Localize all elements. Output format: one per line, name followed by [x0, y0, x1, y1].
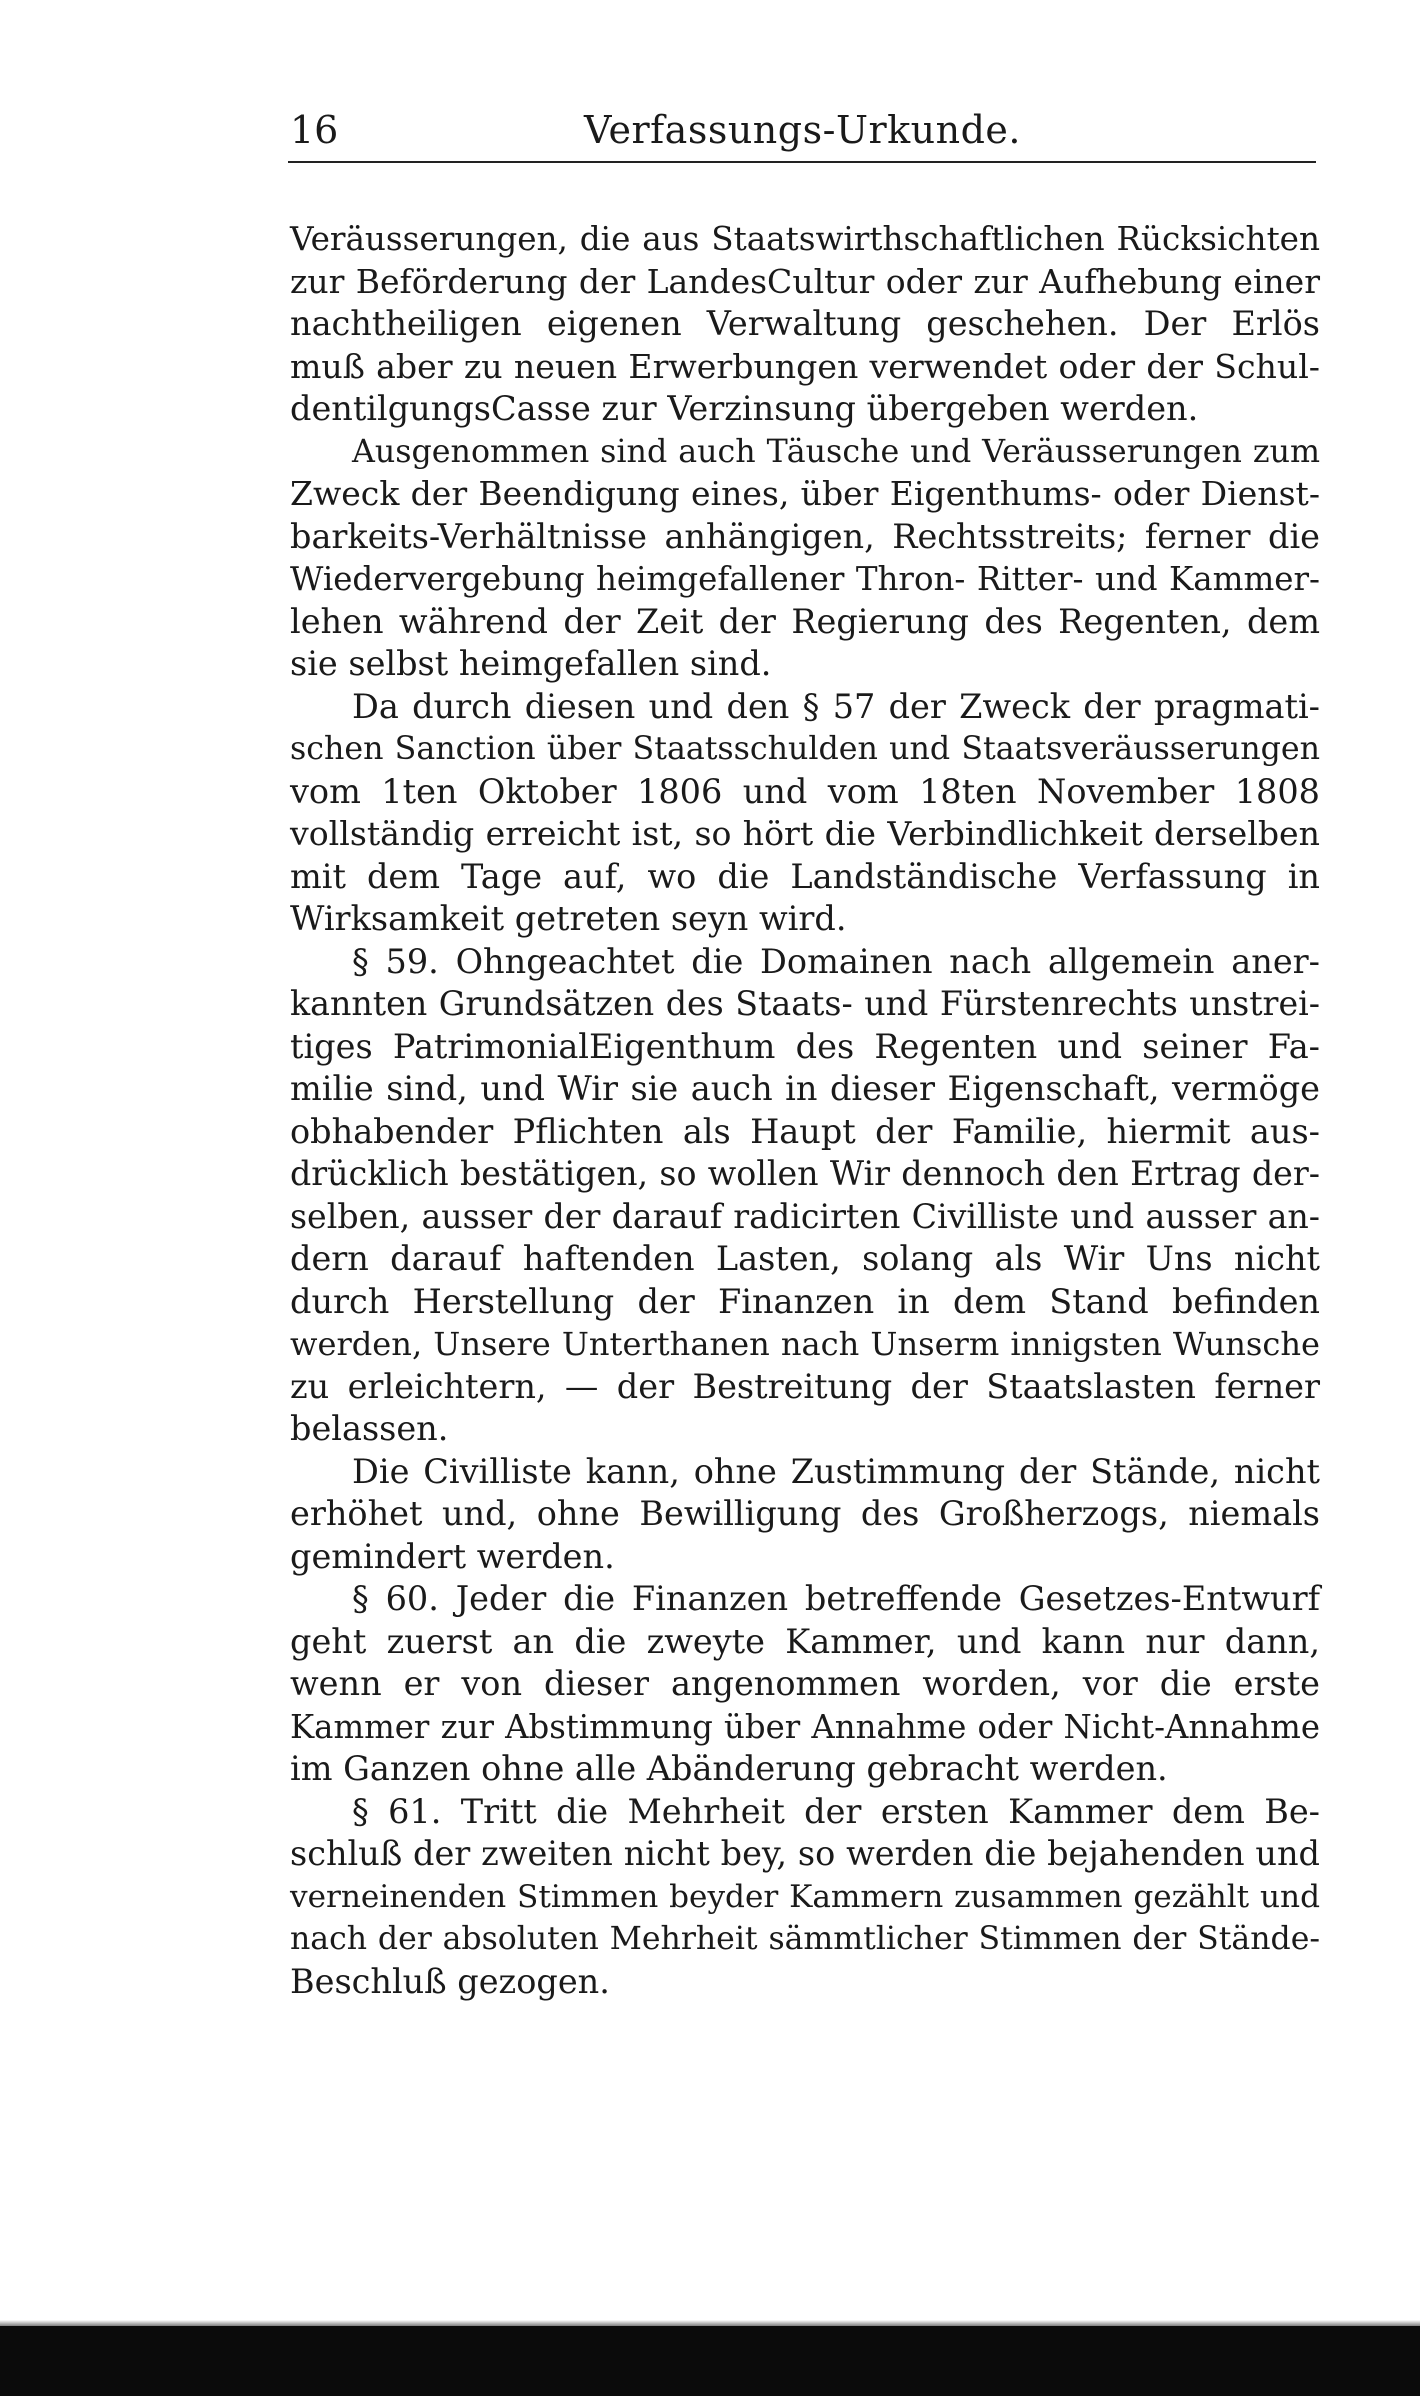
- section-59: [290, 941, 1320, 1451]
- section-61: [290, 1791, 1320, 2004]
- text-line: Da durch diesen und den § 57 der Zweck der pragmati-: [352, 686, 1320, 726]
- text-line: Ausgenommen sind auch Täusche und Veräusserungen zum: [352, 433, 1320, 470]
- paragraph: [290, 431, 1320, 686]
- text-line: Die Civilliste kann, ohne Zustimmung der Stände, nicht: [352, 1451, 1320, 1491]
- text-line: § 59. Ohngeachtet die Domainen nach allgemein aner-: [352, 941, 1320, 981]
- text-line: § 61. Tritt die Mehrheit der ersten Kammer dem Be-: [352, 1791, 1320, 1831]
- text-line: Wirksamkeit getreten seyn wird.: [290, 899, 847, 938]
- text-line: vom 1ten Oktober 1806 und vom 18ten November 1808: [290, 771, 1320, 811]
- text-line: geht zuerst an die zweyte Kammer, und kann nur dann,: [290, 1621, 1320, 1661]
- text-line: barkeits-Verhältnisse anhängigen, Rechtsstreits; ferner die: [290, 516, 1320, 556]
- text-line: im Ganzen ohne alle Abänderung gebracht werden.: [290, 1749, 1168, 1788]
- page-header: [290, 100, 1315, 160]
- text-line: mit dem Tage auf, wo die Landständische Verfassung in: [290, 856, 1320, 896]
- text-line: Veräusserungen, die aus Staatswirthschaftlichen Rücksichten: [290, 220, 1320, 258]
- text-line: tiges PatrimonialEigenthum des Regenten und seiner Fa-: [290, 1026, 1320, 1066]
- text-line: nach der absoluten Mehrheit sämmtlicher Stimmen der Stände-: [290, 1921, 1320, 1957]
- text-line: kannten Grundsätzen des Staats- und Fürstenrechts unstrei-: [290, 984, 1320, 1023]
- text-line: belassen.: [290, 1409, 449, 1448]
- paragraph: [290, 1451, 1320, 1579]
- text-line: zur Beförderung der LandesCultur oder zur Aufhebung einer: [290, 261, 1320, 301]
- page-number: 16: [290, 108, 339, 152]
- header-rule: [288, 161, 1316, 163]
- text-line: wenn er von dieser angenommen worden, vor die erste: [290, 1664, 1320, 1703]
- text-line: nachtheiligen eigenen Verwaltung geschehen. Der Erlös: [290, 304, 1320, 343]
- text-line: Kammer zur Abstimmung über Annahme oder Nicht-Annahme: [290, 1707, 1320, 1746]
- text-line: vollständig erreicht ist, so hört die Verbindlichkeit derselben: [290, 814, 1320, 853]
- text-line: Beschluß gezogen.: [290, 1961, 610, 2001]
- scan-bottom-border: [0, 2326, 1420, 2396]
- text-line: selben, ausser der darauf radicirten Civilliste und ausser an-: [290, 1196, 1320, 1236]
- running-title: Verfassungs-Urkunde.: [584, 108, 1021, 152]
- text-line: milie sind, und Wir sie auch in dieser Eigenschaft, vermöge: [290, 1069, 1320, 1108]
- text-line: werden, Unsere Unterthanen nach Unserm innigsten Wunsche: [290, 1325, 1320, 1363]
- text-line: lehen während der Zeit der Regierung des Regenten, dem: [290, 601, 1320, 641]
- body-text: [290, 218, 1320, 2003]
- text-line: dentilgungsCasse zur Verzinsung übergeben werden.: [290, 389, 1199, 428]
- text-line: zu erleichtern, — der Bestreitung der Staatslasten ferner: [290, 1366, 1320, 1406]
- text-line: Wiedervergebung heimgefallener Thron- Ritter- und Kammer-: [290, 560, 1320, 598]
- text-line: durch Herstellung der Finanzen in dem Stand befinden: [290, 1281, 1320, 1321]
- text-line: gemindert werden.: [290, 1536, 615, 1576]
- text-line: sie selbst heimgefallen sind.: [290, 644, 772, 683]
- text-line: verneinenden Stimmen beyder Kammern zusammen gezählt und: [290, 1878, 1320, 1915]
- text-line: Zweck der Beendigung eines, über Eigenthums- oder Dienst-: [290, 474, 1320, 513]
- paragraph: [290, 686, 1320, 941]
- text-line: erhöhet und, ohne Bewilligung des Großherzogs, niemals: [290, 1494, 1320, 1533]
- section-60: [290, 1578, 1320, 1791]
- text-line: obhabender Pflichten als Haupt der Familie, hiermit aus-: [290, 1111, 1320, 1151]
- paragraph: [290, 218, 1320, 431]
- text-line: § 60. Jeder die Finanzen betreffende Gesetzes-Entwurf: [352, 1579, 1320, 1618]
- text-line: dern darauf haftenden Lasten, solang als Wir Uns nicht: [290, 1239, 1320, 1278]
- text-line: muß aber zu neuen Erwerbungen verwendet oder der Schul-: [290, 346, 1320, 386]
- text-line: drücklich bestätigen, so wollen Wir dennoch den Ertrag der-: [290, 1154, 1320, 1193]
- text-line: schen Sanction über Staatsschulden und Staatsveräusserungen: [290, 731, 1320, 767]
- text-line: schluß der zweiten nicht bey, so werden die bejahenden und: [290, 1834, 1320, 1873]
